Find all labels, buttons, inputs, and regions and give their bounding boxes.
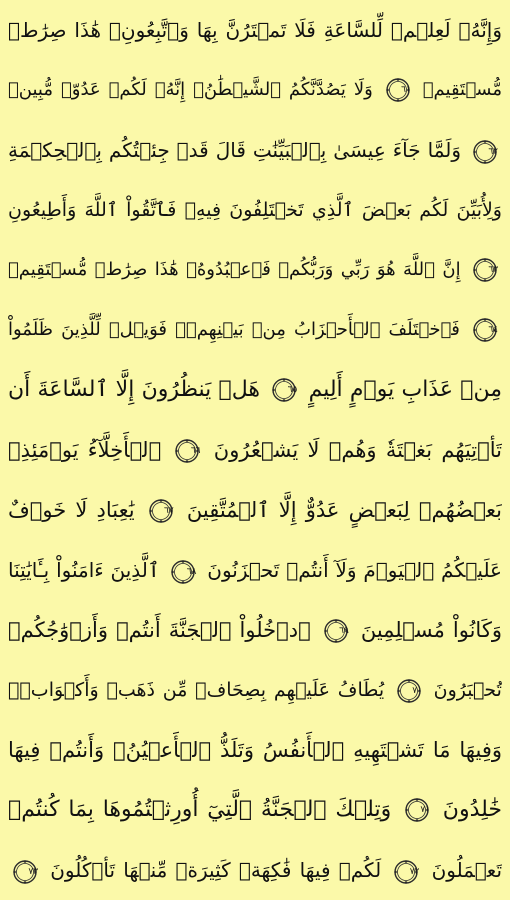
verse-line-12 xyxy=(8,660,502,720)
verse-text: لَكُمۡ فِيهَا فَٰكِهَةٞ كَثِيرَةٞ مِّنۡهَا تَأۡكُلُونَ xyxy=(50,858,382,882)
ayah-number: ٦٩ xyxy=(339,626,349,636)
verse-text: وَكَانُواْ مُسۡلِمِينَ xyxy=(360,618,502,642)
ayah-number-marker xyxy=(396,678,422,704)
verse-line-4 xyxy=(8,180,502,240)
verse-text: تَأۡتِيَهُم بَغۡتَةٗ وَهُمۡ لَا يَشۡعُرُونَ xyxy=(213,438,502,462)
verse-text: هَلۡ يَنظُرُونَ إِلَّا ٱلسَّاعَةَ أَن xyxy=(8,377,261,402)
verse-text: ٱدۡخُلُواْ ٱلۡجَنَّةَ أَنتُمۡ وَأَزۡوَٰجُكُمۡ xyxy=(8,618,311,642)
verse-line-1 xyxy=(8,0,502,60)
ayah-number-marker xyxy=(170,559,196,585)
verse-text: يَٰعِبَادِ لَا خَوۡفٌ xyxy=(8,498,135,522)
verse-text: مِنۡ عَذَابِ يَوۡمٍ أَلِيمٍ xyxy=(308,377,502,402)
verse-line-13 xyxy=(8,720,502,780)
verse-text: وَتِلۡكَ ٱلۡجَنَّةُ ٱلَّتِيٓ أُورِثۡتُمُوهَا بِمَا كُنتُمۡ xyxy=(8,797,392,822)
verse-line-9 xyxy=(8,480,502,540)
verse-line-6 xyxy=(8,300,502,360)
ayah-number-marker xyxy=(148,498,174,524)
ayah-number-marker xyxy=(385,77,411,103)
ayah-number: ٧١ xyxy=(420,805,430,815)
ayah-number-marker xyxy=(472,139,498,165)
ayah-number: ٧٢ xyxy=(409,866,420,877)
verse-line-10 xyxy=(8,540,502,600)
ayah-number: ٦٨ xyxy=(186,566,197,577)
ayah-number-marker xyxy=(393,859,419,885)
verse-text: ٱلَّذِينَ ءَامَنُواْ بِـَٔايَٰتِنَا xyxy=(8,558,160,582)
ayah-number-marker xyxy=(12,859,38,885)
verse-text: يُطَافُ عَلَيۡهِم بِصِحَافٖ مِّن ذَهَبٖ وَأَكۡوَابٖۖ xyxy=(8,679,385,701)
ayah-number: ٦٥ xyxy=(287,385,298,395)
ayah-number-marker xyxy=(472,257,498,283)
verse-text: وَلَا يَصُدَّنَّكُمُ ٱلشَّيۡطَٰنُۖ إِنَّهُۥ لَكُمۡ عَدُوّٞ مُّبِينٞ xyxy=(8,79,373,100)
verse-text: وَلِأُبَيِّنَ لَكُم بَعۡضَ ٱلَّذِي تَخۡتَلِفُونَ فِيهِۖ فَٱتَّقُواْ ٱللَّهَ وَأَطِيعُونِ xyxy=(8,199,502,221)
verse-text: خَٰلِدُونَ xyxy=(442,797,502,822)
ayah-number-marker xyxy=(174,438,200,464)
verse-text: فَٱخۡتَلَفَ ٱلۡأَحۡزَابُ مِنۢ بَيۡنِهِمۡۖ فَوَيۡلٞ لِّلَّذِينَ ظَلَمُواْ xyxy=(8,319,460,340)
verse-text: تَعۡمَلُونَ xyxy=(431,858,502,882)
verse-line-11 xyxy=(8,600,502,660)
ayah-number-marker xyxy=(323,618,349,644)
verse-text: ٱلۡأَخِلَّآءُ يَوۡمَئِذِۭ xyxy=(8,438,162,462)
ayah-number: ٦١ xyxy=(401,85,411,95)
verse-text: إِنَّ ٱللَّهَ هُوَ رَبِّي وَرَبُّكُمۡ فَٱعۡبُدُوهُۚ هَٰذَا صِرَٰطٞ مُّسۡتَقِيمٞ xyxy=(8,259,461,280)
verse-text: تُحۡبَرُونَ xyxy=(433,679,502,701)
ayah-number: ٦٤ xyxy=(488,325,498,335)
verse-line-8 xyxy=(8,420,502,480)
verse-text: عَلَيۡكُمُ ٱلۡيَوۡمَ وَلَآ أَنتُمۡ تَحۡزَنُونَ xyxy=(207,558,502,582)
verse-text: وَفِيهَا مَا تَشۡتَهِيهِ ٱلۡأَنفُسُ وَتَلَذُّ ٱلۡأَعۡيُنُۖ وَأَنتُمۡ فِيهَا xyxy=(8,738,502,762)
verse-text: مُّسۡتَقِيمٞ xyxy=(422,79,502,100)
verse-text: بَعۡضُهُمۡ لِبَعۡضٍ عَدُوٌّ إِلَّا ٱلۡمُتَّقِينَ xyxy=(186,498,502,522)
verse-line-7 xyxy=(8,360,502,420)
ayah-number: ٦٣ xyxy=(488,265,498,275)
verse-line-5 xyxy=(8,240,502,300)
ayah-number-marker xyxy=(271,377,297,403)
ayah-number: ٧٠ xyxy=(412,685,422,696)
ayah-number: ٦٢ xyxy=(488,146,499,157)
ayah-number-marker xyxy=(404,797,430,823)
verse-text: وَإِنَّهُۥ لَعِلۡمٞ لِّلسَّاعَةِ فَلَا تَمۡتَرُنَّ بِهَا وَٱتَّبِعُونِۚ هَٰذَا صِرَٰطٞ xyxy=(8,18,502,42)
ayah-number-marker xyxy=(472,317,498,343)
verse-line-2 xyxy=(8,60,502,120)
verse-line-3 xyxy=(8,120,502,180)
ayah-number: ٦٧ xyxy=(164,506,174,516)
verse-line-14 xyxy=(8,780,502,840)
ayah-number: ٧٣ xyxy=(28,866,38,877)
verse-line-15 xyxy=(8,840,502,900)
ayah-number: ٦٦ xyxy=(190,446,201,456)
verse-text: وَلَمَّا جَآءَ عِيسَىٰ بِٱلۡبَيِّنَٰتِ قَالَ قَدۡ جِئۡتُكُم بِٱلۡحِكۡمَةِ xyxy=(8,138,462,162)
